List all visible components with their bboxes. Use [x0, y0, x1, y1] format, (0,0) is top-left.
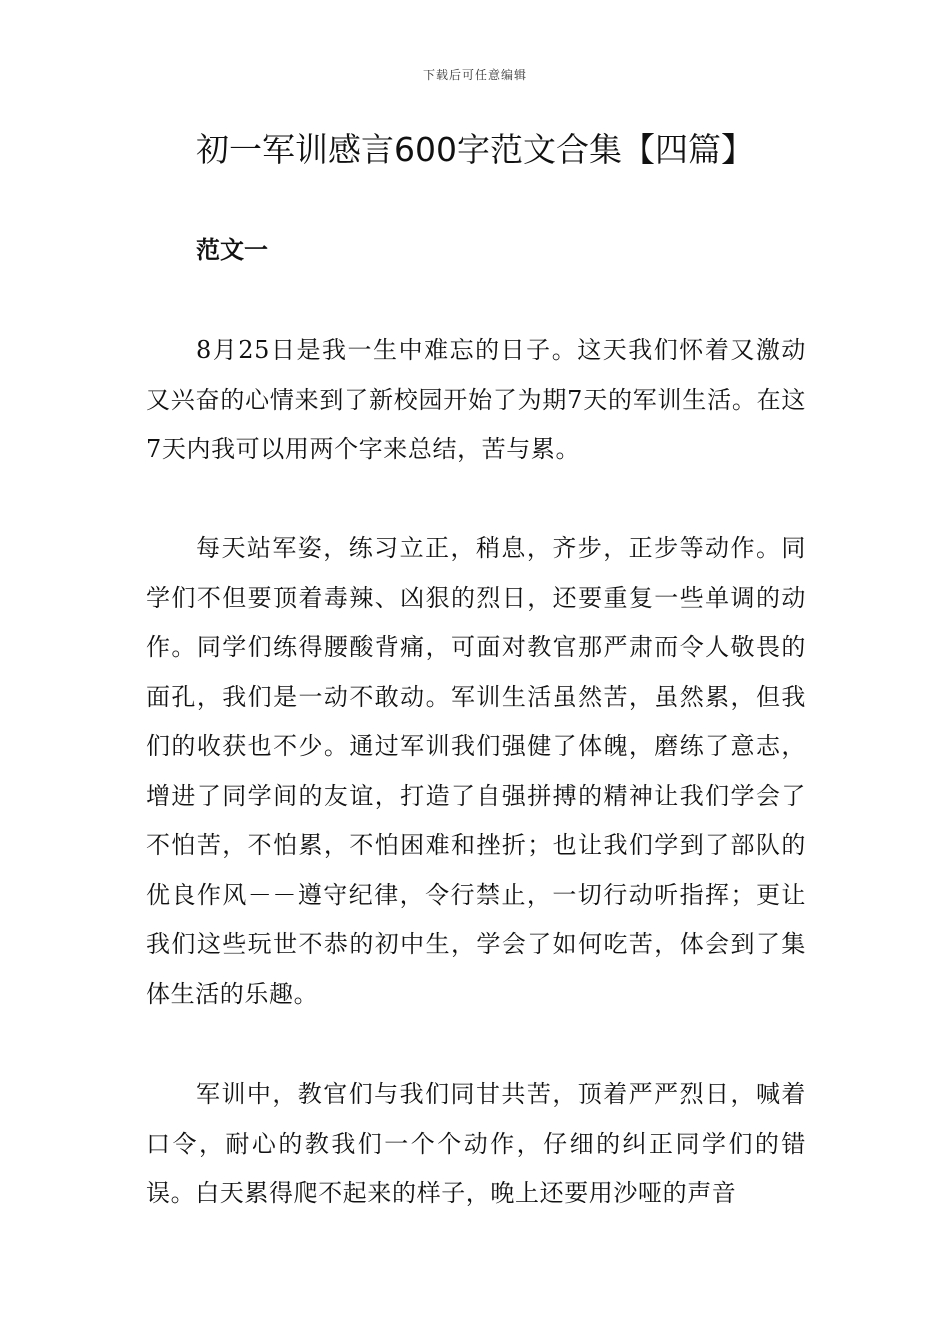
- paragraph-1: 8月25日是我一生中难忘的日子。这天我们怀着又激动又兴奋的心情来到了新校园开始了为期7天的军训生活。在这7天内我可以用两个字来总结，苦与累。: [146, 336, 806, 463]
- paragraph-2: 每天站军姿，练习立正，稍息，齐步，正步等动作。同学们不但要顶着毒辣、凶狠的烈日，还要重复一些单调的动作。同学们练得腰酸背痛，可面对教官那严肃而令人敬畏的面孔，我们是一动不敢动。军训生活虽然苦，虽然累，但我们的收获也不少。通过军训我们强健了体魄，磨练了意志，增进了同学间的友谊，打造了自强拼搏的精神让我们学会了不怕苦，不怕累，不怕困难和挫折；也让我们学到了部队的优良作风－－遵守纪律，令行禁止，一切行动听指挥；更让我们这些玩世不恭的初中生，学会了如何吃苦，体会到了集体生活的乐趣。: [146, 534, 806, 1008]
- document-title: 初一军训感言600字范文合集【四篇】: [196, 130, 754, 169]
- header-note: 下载后可任意编辑: [422, 68, 527, 82]
- paragraph-3: 军训中，教官们与我们同甘共苦，顶着严严烈日，喊着口令，耐心的教我们一个个动作，仔细的纠正同学们的错误。白天累得爬不起来的样子，晚上还要用沙哑的声音: [146, 1080, 806, 1207]
- section-heading: 范文一: [196, 235, 268, 264]
